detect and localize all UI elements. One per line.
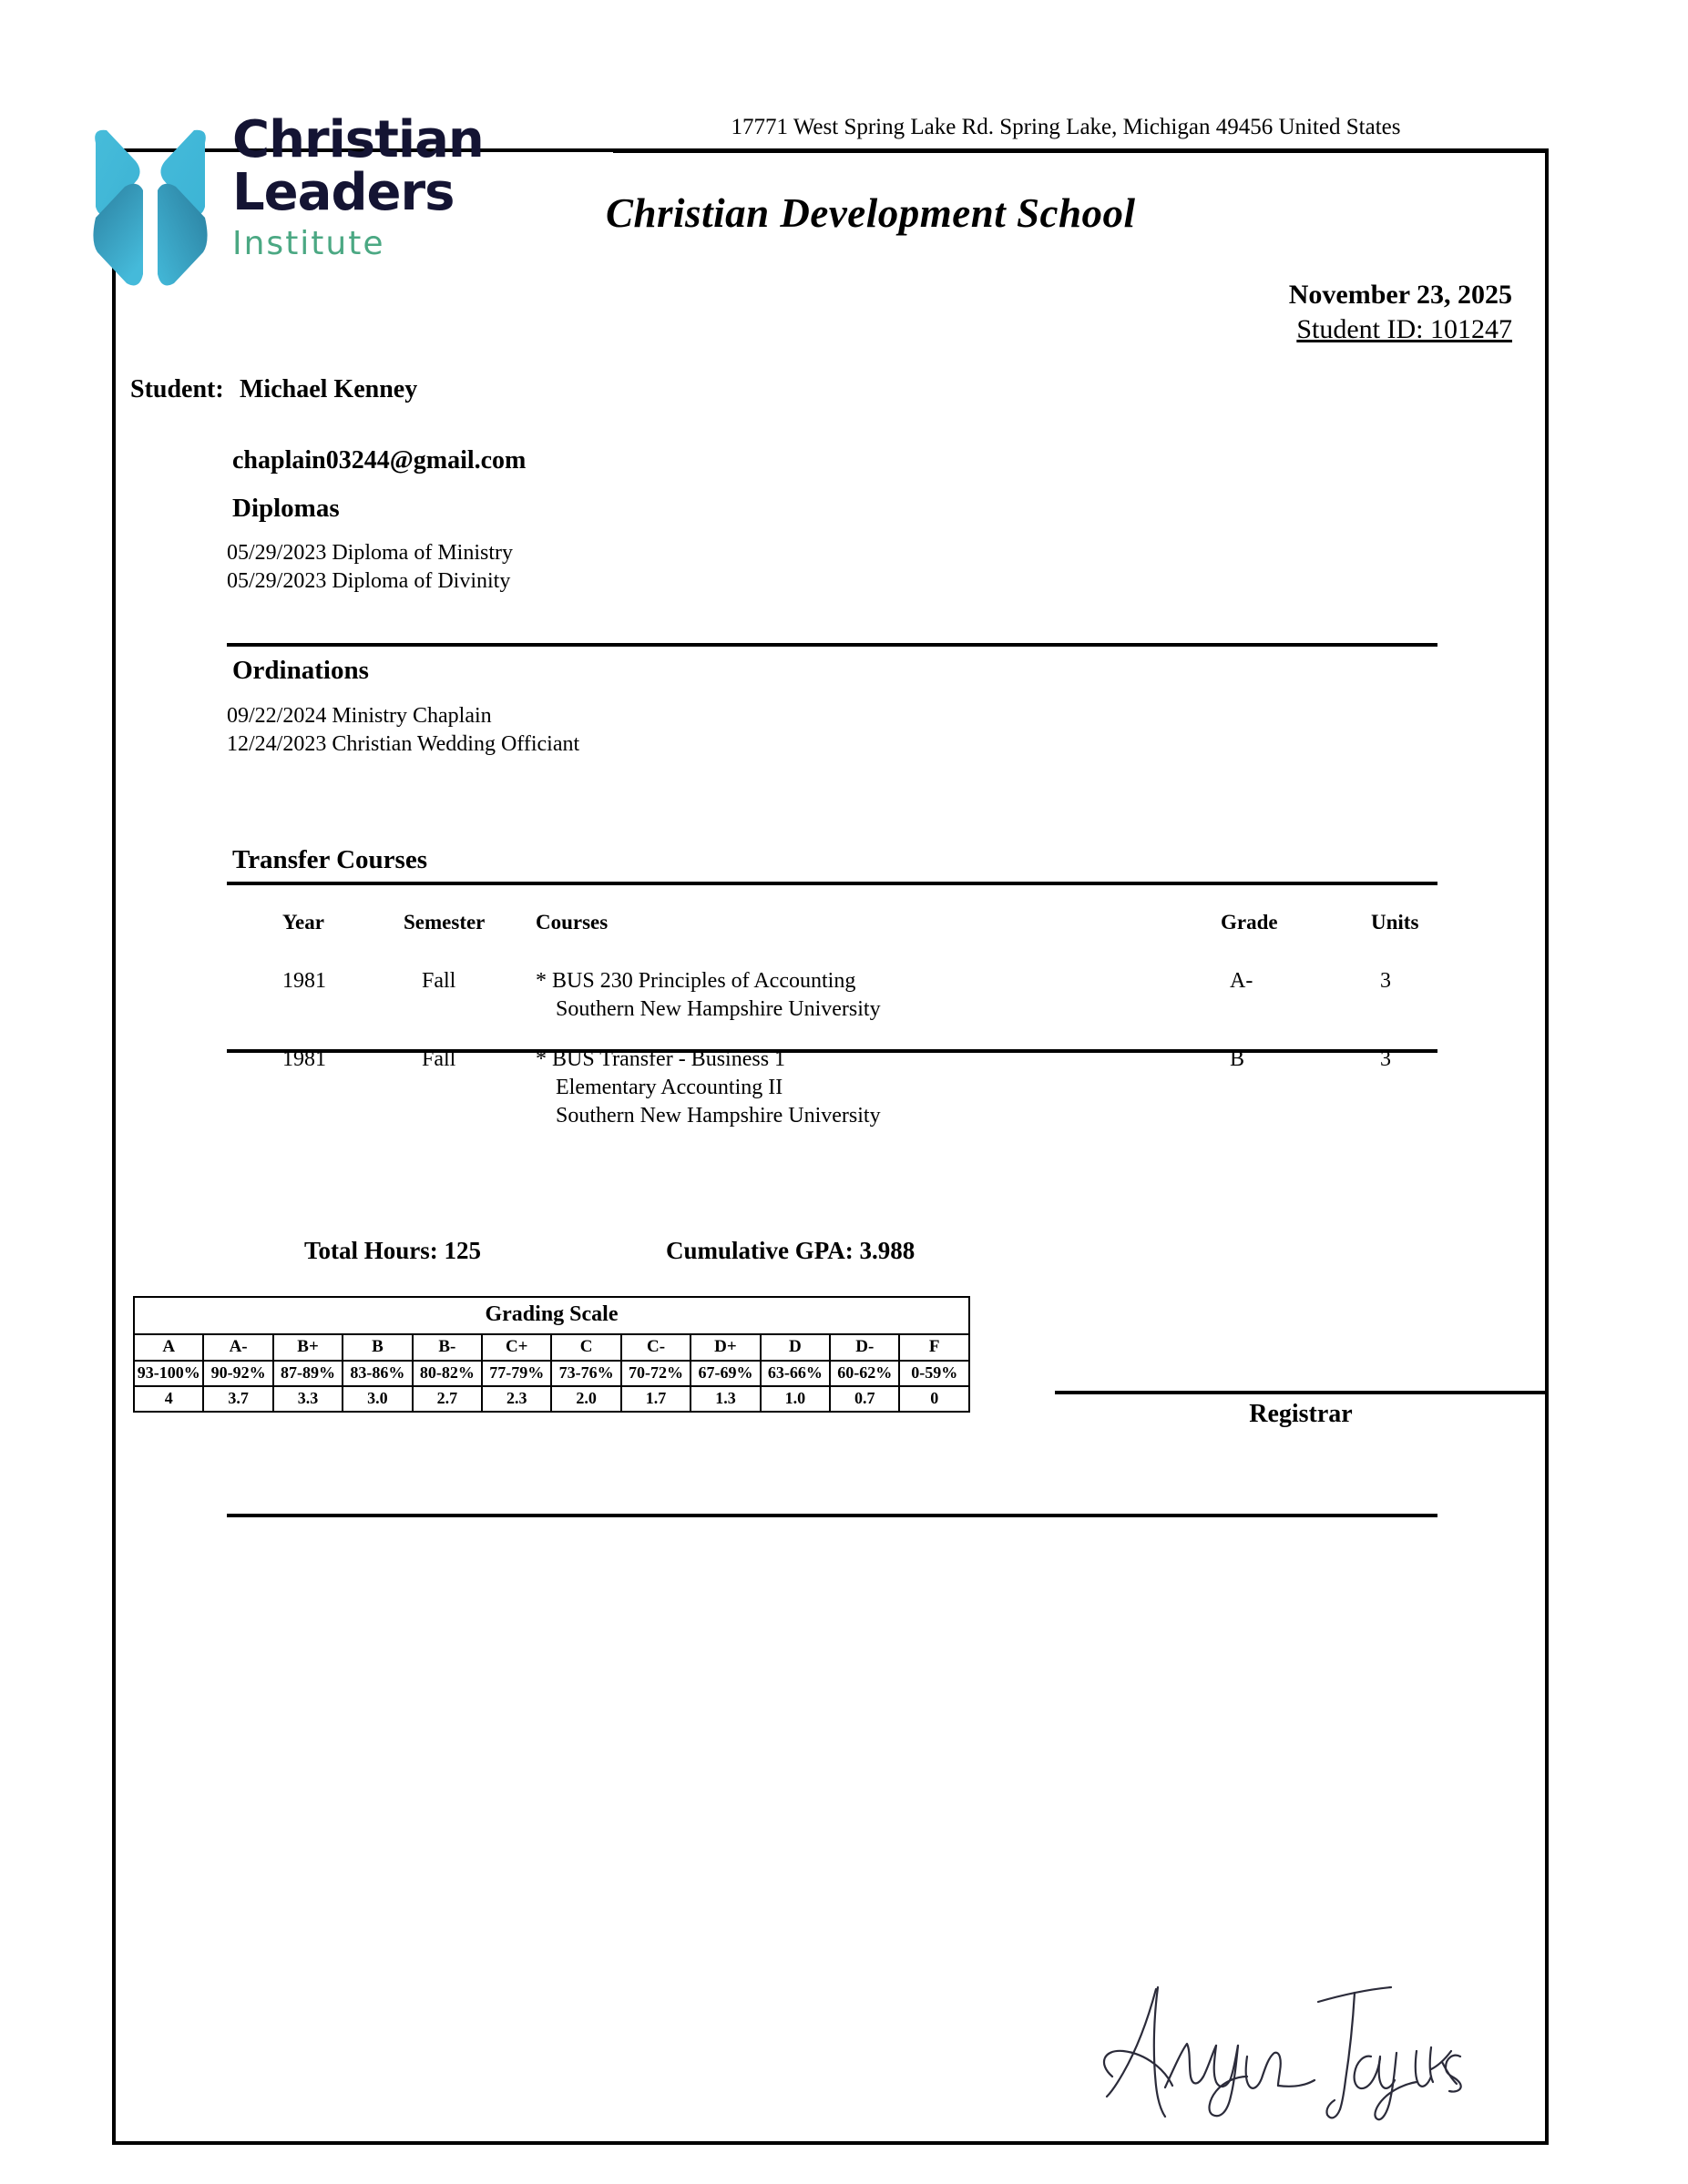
course-grade: A- [1230, 969, 1253, 993]
range-cell: 77-79% [482, 1361, 551, 1386]
grade-cell: B [343, 1334, 412, 1361]
course-semester: Fall [422, 1047, 456, 1071]
grading-scale-range-row [134, 1361, 969, 1386]
grade-cell: F [899, 1334, 969, 1361]
course-subtitle: Elementary Accounting II [556, 1076, 783, 1100]
range-cell: 70-72% [621, 1361, 691, 1386]
institution-address: 17771 West Spring Lake Rd. Spring Lake, Michigan 49456 United States [731, 115, 1401, 139]
school-title: Christian Development School [606, 190, 1136, 236]
grade-cell: C+ [482, 1334, 551, 1361]
registrar-signature [1070, 1949, 1489, 2122]
registrar-signature-line [1055, 1391, 1547, 1394]
logo-line-institute: Institute [232, 225, 385, 263]
grade-cell: A [134, 1334, 203, 1361]
points-cell: 3.3 [273, 1386, 343, 1412]
course-year: 1981 [282, 969, 326, 993]
points-cell: 4 [134, 1386, 203, 1412]
points-cell: 3.0 [343, 1386, 412, 1412]
date-and-student-id-block [1002, 278, 1512, 348]
points-cell: 1.3 [691, 1386, 760, 1412]
ordination-item: 12/24/2023 Christian Wedding Officiant [227, 731, 580, 756]
student-name: Michael Kenney [240, 375, 418, 403]
logo-wordmark [232, 110, 597, 263]
points-cell: 2.0 [551, 1386, 620, 1412]
column-header-year: Year [282, 911, 324, 934]
points-cell: 2.3 [482, 1386, 551, 1412]
grade-cell: B+ [273, 1334, 343, 1361]
range-cell: 63-66% [761, 1361, 830, 1386]
range-cell: 87-89% [273, 1361, 343, 1386]
logo-line-leaders: Leaders [232, 163, 455, 223]
grading-scale-points-row [134, 1386, 969, 1412]
grading-scale-table [133, 1296, 970, 1413]
points-cell: 1.0 [761, 1386, 830, 1412]
issue-date: November 23, 2025 [1288, 280, 1512, 310]
grade-cell: C [551, 1334, 620, 1361]
ordinations-heading: Ordinations [232, 656, 369, 685]
cumulative-gpa: Cumulative GPA: 3.988 [666, 1237, 916, 1264]
footer-divider [227, 1514, 1437, 1517]
total-hours: Total Hours: 125 [304, 1237, 482, 1264]
transfer-courses-divider [227, 882, 1437, 885]
diplomas-heading: Diplomas [232, 494, 340, 523]
points-cell: 3.7 [203, 1386, 272, 1412]
ordination-item: 09/22/2024 Ministry Chaplain [227, 704, 492, 728]
range-cell: 67-69% [691, 1361, 760, 1386]
course-description [536, 1046, 1173, 1131]
grade-cell: A- [203, 1334, 272, 1361]
course-units: 3 [1380, 969, 1391, 993]
range-cell: 60-62% [830, 1361, 899, 1386]
range-cell: 0-59% [899, 1361, 969, 1386]
course-title: * BUS Transfer - Business 1 [536, 1047, 786, 1071]
grade-cell: C- [621, 1334, 691, 1361]
range-cell: 90-92% [203, 1361, 272, 1386]
diploma-item: 05/29/2023 Diploma of Divinity [227, 568, 511, 593]
grade-cell: D- [830, 1334, 899, 1361]
header-divider [613, 148, 1549, 153]
student-name-row [130, 375, 417, 404]
transfer-courses-heading: Transfer Courses [232, 845, 427, 874]
range-cell: 83-86% [343, 1361, 412, 1386]
column-header-courses: Courses [536, 911, 609, 934]
diploma-item: 05/29/2023 Diploma of Ministry [227, 541, 513, 565]
registrar-label: Registrar [1249, 1400, 1353, 1428]
points-cell: 1.7 [621, 1386, 691, 1412]
christian-leaders-logo-icon [87, 123, 214, 301]
grade-cell: B- [413, 1334, 482, 1361]
course-semester: Fall [422, 969, 456, 993]
grading-scale-title-row [134, 1297, 969, 1334]
course-institution: Southern New Hampshire University [556, 997, 881, 1022]
points-cell: 2.7 [413, 1386, 482, 1412]
grading-scale-grade-row [134, 1334, 969, 1361]
course-units: 3 [1380, 1047, 1391, 1071]
ordinations-section-divider [227, 643, 1437, 647]
column-header-units: Units [1371, 911, 1419, 934]
points-cell: 0.7 [830, 1386, 899, 1412]
student-label: Student: [130, 375, 224, 403]
column-header-grade: Grade [1221, 911, 1278, 934]
student-id: Student ID: 101247 [1296, 314, 1512, 345]
diplomas-list [227, 539, 513, 595]
course-year: 1981 [282, 1047, 326, 1071]
column-header-semester: Semester [404, 911, 486, 934]
course-institution: Southern New Hampshire University [556, 1104, 881, 1128]
course-grade: B [1230, 1047, 1245, 1071]
range-cell: 93-100% [134, 1361, 203, 1386]
course-title: * BUS 230 Principles of Accounting [536, 969, 856, 993]
ordinations-list [227, 702, 579, 758]
logo-line-christian: Christian [232, 110, 484, 169]
student-email: chaplain03244@gmail.com [232, 446, 527, 475]
institute-logo [87, 110, 597, 310]
grading-scale-title: Grading Scale [134, 1297, 969, 1334]
course-description [536, 967, 1173, 1024]
grade-cell: D+ [691, 1334, 760, 1361]
grade-cell: D [761, 1334, 830, 1361]
points-cell: 0 [899, 1386, 969, 1412]
range-cell: 73-76% [551, 1361, 620, 1386]
range-cell: 80-82% [413, 1361, 482, 1386]
